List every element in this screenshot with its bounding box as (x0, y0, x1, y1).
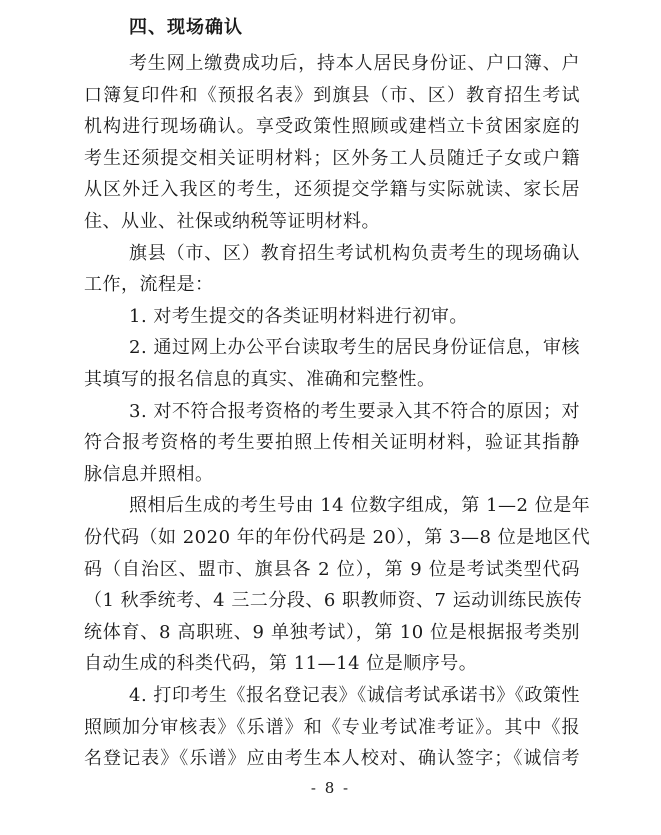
text-line: 从区外迁入我区的考生，还须提交学籍与实际就读、家长居 (84, 179, 580, 201)
text-line: （1 秋季统考、4 三二分段、6 职教师资、7 运动训练民族传 (84, 590, 583, 612)
text-line: 照顾加分审核表》《乐谱》和《专业考试准考证》。其中《报 (84, 716, 580, 738)
section-heading: 四、现场确认 (129, 17, 243, 38)
text-line: 考生还须提交相关证明材料；区外务工人员随迁子女或户籍 (84, 147, 580, 169)
text-line: 符合报考资格的考生要拍照上传相关证明材料，验证其指静 (84, 432, 580, 454)
text-line: 口簿复印件和《预报名表》到旗县（市、区）教育招生考试 (84, 84, 580, 106)
text-line: 统体育、8 高职班、9 单独考试），第 10 位是根据报考类别 (84, 621, 580, 643)
text-line: 脉信息并照相。 (84, 463, 214, 485)
text-line: 工作，流程是： (84, 274, 214, 296)
text-line: 考生网上缴费成功后，持本人居民身份证、户口簿、户 (129, 53, 580, 74)
text-line: 其填写的报名信息的真实、准确和完整性。 (84, 369, 436, 390)
text-line: 份代码（如 2020 年的年份代码是 20），第 3—8 位是地区代 (84, 527, 591, 548)
text-line: 照相后生成的考生号由 14 位数字组成，第 1—2 位是年 (129, 495, 591, 517)
text-line: 住、从业、社保或纳税等证明材料。 (84, 211, 380, 232)
page-number: - 8 - (310, 779, 351, 797)
text-line: 旗县（市、区）教育招生考试机构负责考生的现场确认 (129, 242, 580, 264)
text-line: 自动生成的科类代码，第 11—14 位是顺序号。 (84, 653, 478, 675)
text-line: 码（自治区、盟市、旗县各 2 位），第 9 位是考试类型代码 (84, 558, 580, 580)
text-line: 名登记表》《乐谱》应由考生本人校对、确认签字；《诚信考 (84, 748, 580, 770)
text-line: 2. 通过网上办公平台读取考生的居民身份证信息，审核 (129, 337, 580, 359)
text-line: 1. 对考生提交的各类证明材料进行初审。 (129, 305, 468, 327)
text-line: 机构进行现场确认。享受政策性照顾或建档立卡贫困家庭的 (84, 116, 580, 138)
text-line: 4. 打印考生《报名登记表》《诚信考试承诺书》《政策性 (129, 685, 580, 706)
text-line: 3. 对不符合报考资格的考生要录入其不符合的原因；对 (129, 400, 580, 422)
